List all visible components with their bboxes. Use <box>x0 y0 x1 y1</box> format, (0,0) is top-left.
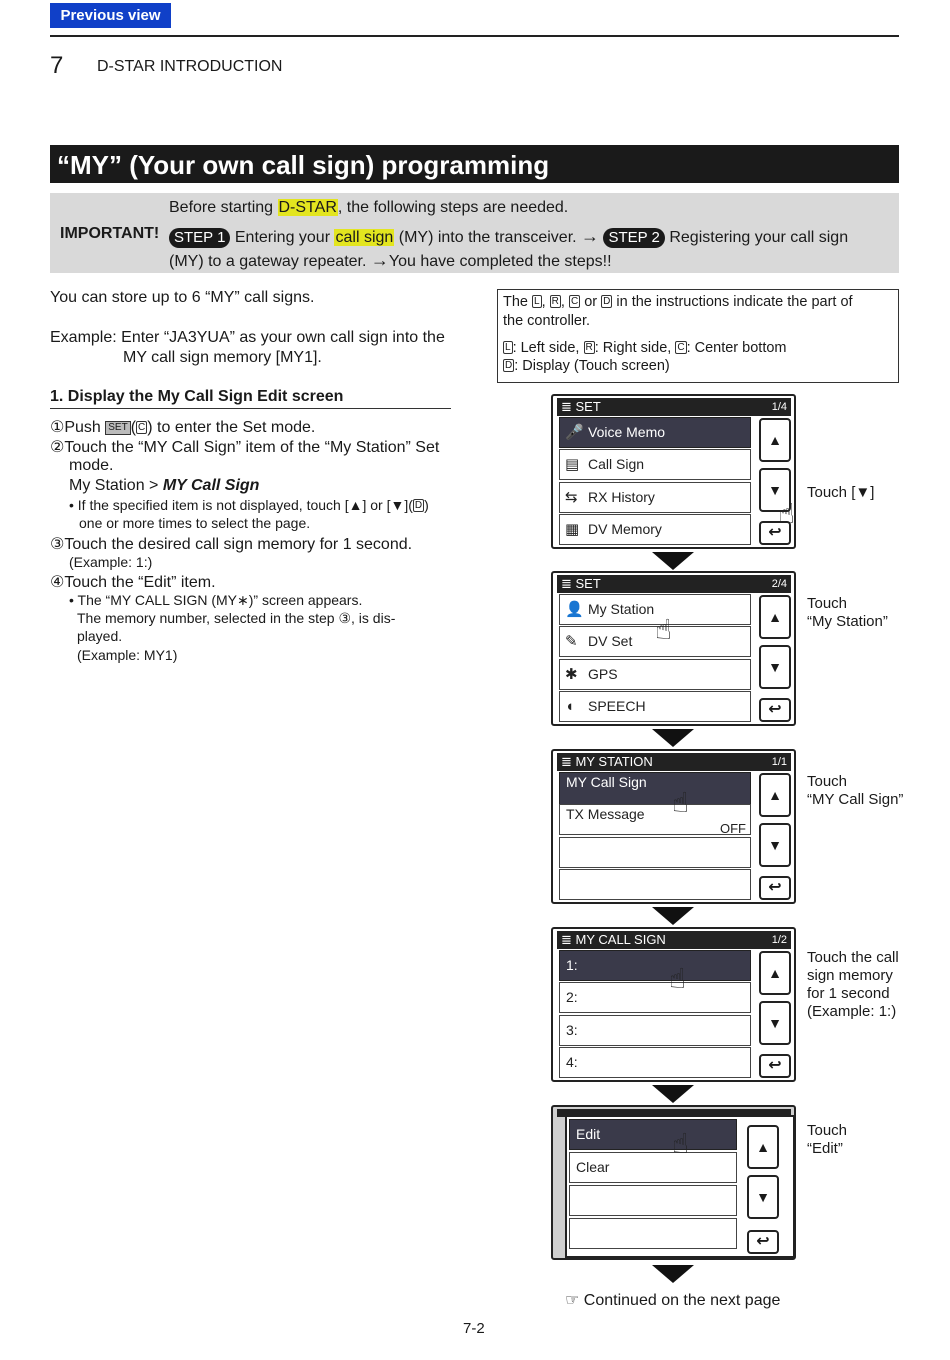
menu-item-my-call-sign[interactable]: MY Call Sign <box>559 772 751 805</box>
scroll-up-button[interactable]: ▲ <box>759 951 791 995</box>
continued-note: ☞ Continued on the next page <box>565 1292 781 1309</box>
back-button[interactable]: ↩ <box>747 1230 779 1254</box>
scroll-down-button[interactable]: ▼ <box>747 1175 779 1219</box>
back-button[interactable]: ↩ <box>759 521 791 545</box>
screen-header: ≣ MY CALL SIGN 1/2 <box>557 931 791 949</box>
note-line-1: The L , R , C or D in the instructions indicate the part of <box>503 294 853 310</box>
memory-item-4[interactable]: 4: <box>559 1047 751 1078</box>
menu-item-call-sign[interactable]: ▤ Call Sign <box>559 449 751 480</box>
step-2-badge: STEP 2 <box>603 228 664 248</box>
arrow-right-icon: → <box>581 226 600 246</box>
microphone-icon: 🎤 <box>565 424 584 441</box>
screen-header: ≣ MY STATION 1/1 <box>557 753 791 771</box>
screen-set-1 <box>551 394 796 549</box>
touch-hand-icon: ☝ <box>672 787 690 818</box>
step-1-badge: STEP 1 <box>169 228 230 248</box>
key-d-icon: D <box>505 360 513 371</box>
highlight-dstar: D-STAR <box>278 199 337 216</box>
step-3-example: (Example: 1:) <box>69 554 153 570</box>
page-number: 7-2 <box>463 1320 485 1337</box>
satellite-icon: ✱ <box>565 666 578 683</box>
important-line-2: STEP 1 Entering your call sign (MY) into the transceiver. → STEP 2 Registering your call sign <box>169 226 848 248</box>
speech-icon: ◖ <box>565 698 575 715</box>
touch-hand-icon: ☝ <box>655 614 673 645</box>
key-d-icon: D <box>603 296 611 307</box>
scroll-up-button[interactable]: ▲ <box>747 1125 779 1169</box>
call-sign-icon: ▤ <box>565 456 580 473</box>
step-4-bullet-2: The memory number, selected in the step ③, is dis- <box>77 610 396 626</box>
scroll-up-button[interactable]: ▲ <box>759 418 791 462</box>
scroll-up-button[interactable]: ▲ <box>759 773 791 817</box>
menu-item-empty <box>569 1218 737 1249</box>
step-3: ③Touch the desired call sign memory for 1 second. <box>50 536 413 553</box>
dv-memory-icon: ▦ <box>565 521 580 538</box>
menu-item-edit[interactable]: Edit <box>569 1119 737 1150</box>
screen-header: ≣ SET 2/4 <box>557 575 791 593</box>
key-l-icon: L <box>534 296 540 307</box>
flow-arrow-down-icon <box>652 729 694 747</box>
scroll-down-button[interactable]: ▼ <box>759 468 791 512</box>
back-button[interactable]: ↩ <box>759 876 791 900</box>
memory-item-3[interactable]: 3: <box>559 1015 751 1046</box>
step-2-bullet-cont: one or more times to select the page. <box>79 515 311 531</box>
caption-touch-memory: Touch the call sign memory for 1 second (Example: 1:) <box>807 949 899 1020</box>
key-r-icon: R <box>551 296 559 307</box>
important-line-1: Before starting D-STAR, the following steps are needed. <box>169 199 569 216</box>
touch-hand-icon: ☝ <box>778 498 796 529</box>
flow-arrow-down-icon <box>652 552 694 570</box>
chapter-number: 7 <box>50 52 64 79</box>
note-line-4: D : Display (Touch screen) <box>505 358 670 374</box>
caption-touch-edit: Touch “Edit” <box>807 1122 848 1157</box>
touch-hand-icon: ☝ <box>669 963 687 994</box>
screen-set-2 <box>551 571 796 726</box>
person-icon: 👤 <box>565 601 584 618</box>
menu-item-my-station[interactable]: 👤 My Station <box>559 594 751 625</box>
screen-header: ≣ SET 1/4 <box>557 398 791 416</box>
step-2-cont: mode. <box>69 457 114 474</box>
menu-item-voice-memo[interactable]: 🎤 Voice Memo <box>559 417 751 448</box>
key-l-icon: L <box>505 342 511 353</box>
key-r-icon: R <box>585 342 593 353</box>
heading-divider <box>50 408 451 409</box>
key-c-icon: C <box>677 342 685 353</box>
arrow-right-icon: → <box>370 250 389 270</box>
caption-touch-my-call-sign: Touch “MY Call Sign” <box>807 773 904 808</box>
pointing-hand-icon: ☞ <box>565 1292 580 1309</box>
menu-item-gps[interactable]: ✱ GPS <box>559 659 751 690</box>
flow-arrow-down-icon <box>652 1085 694 1103</box>
intro-example-line-2: MY call sign memory [MY1]. <box>123 349 322 366</box>
step-4-bullet-1: • The “MY CALL SIGN (MY∗)” screen appears. <box>69 592 363 608</box>
step-2: ②Touch the “MY Call Sign” item of the “My Station” Set <box>50 439 440 456</box>
caption-touch-down: Touch [▼] <box>807 484 875 501</box>
menu-item-empty <box>559 869 751 900</box>
memory-item-1[interactable]: 1: <box>559 950 751 981</box>
touch-hand-icon: ☝ <box>672 1128 690 1159</box>
dv-set-icon: ✎ <box>565 633 578 650</box>
step-2-path: My Station > MY Call Sign <box>69 477 260 494</box>
scroll-up-button[interactable]: ▲ <box>759 595 791 639</box>
menu-item-speech[interactable]: ◖ SPEECH <box>559 691 751 722</box>
previous-view-button[interactable]: Previous view <box>50 3 171 28</box>
important-label: IMPORTANT! <box>60 225 160 242</box>
step-4: ④Touch the “Edit” item. <box>50 574 216 591</box>
menu-item-empty <box>569 1185 737 1216</box>
important-line-3: (MY) to a gateway repeater. →You have completed the steps!! <box>169 250 612 270</box>
note-line-2: the controller. <box>503 313 591 329</box>
top-divider <box>50 35 899 37</box>
back-button[interactable]: ↩ <box>759 698 791 722</box>
note-line-3: L : Left side, R : Right side, C : Center bottom <box>505 340 787 356</box>
flow-arrow-down-icon <box>652 907 694 925</box>
menu-item-rx-history[interactable]: ⇆ RX History <box>559 482 751 513</box>
rx-history-icon: ⇆ <box>565 489 578 506</box>
important-box <box>50 193 899 273</box>
set-key-icon: SET <box>105 421 130 435</box>
tx-message-value: OFF <box>720 821 746 836</box>
scroll-down-button[interactable]: ▼ <box>759 645 791 689</box>
menu-item-tx-message[interactable]: TX Message OFF <box>559 804 751 835</box>
screen-my-call-sign <box>551 927 796 1082</box>
flow-arrow-down-icon <box>652 1265 694 1283</box>
menu-item-dv-memory[interactable]: ▦ DV Memory <box>559 514 751 545</box>
key-c-icon: C <box>138 422 146 433</box>
screen-my-station <box>551 749 796 904</box>
memory-item-2[interactable]: 2: <box>559 982 751 1013</box>
menu-item-empty <box>559 837 751 868</box>
steps-heading: 1. Display the My Call Sign Edit screen <box>50 388 344 405</box>
back-button[interactable]: ↩ <box>759 1054 791 1078</box>
highlight-call-sign: call sign <box>335 229 394 246</box>
scroll-down-button[interactable]: ▼ <box>759 823 791 867</box>
step-4-bullet-4: (Example: MY1) <box>77 647 178 663</box>
menu-item-dv-set[interactable]: ✎ DV Set <box>559 626 751 657</box>
menu-item-clear[interactable]: Clear <box>569 1152 737 1183</box>
caption-touch-my-station: Touch “My Station” <box>807 595 888 630</box>
scroll-down-button[interactable]: ▼ <box>759 1001 791 1045</box>
key-c-icon: C <box>570 296 579 307</box>
controller-note-box <box>497 289 899 383</box>
chapter-title: D-STAR INTRODUCTION <box>97 58 283 75</box>
key-d-icon: D <box>414 500 423 511</box>
step-1: ①Push SET ( C ) to enter the Set mode. <box>50 419 316 436</box>
section-title: “MY” (Your own call sign) programming <box>50 145 899 183</box>
step-4-bullet-3: played. <box>77 628 123 644</box>
intro-store-text: You can store up to 6 “MY” call signs. <box>50 289 315 306</box>
intro-example-line-1: Example: Enter “JA3YUA” as your own call sign into the <box>50 329 445 346</box>
step-2-bullet: • If the specified item is not displayed, touch [▲] or [▼]( D ) <box>69 497 429 513</box>
